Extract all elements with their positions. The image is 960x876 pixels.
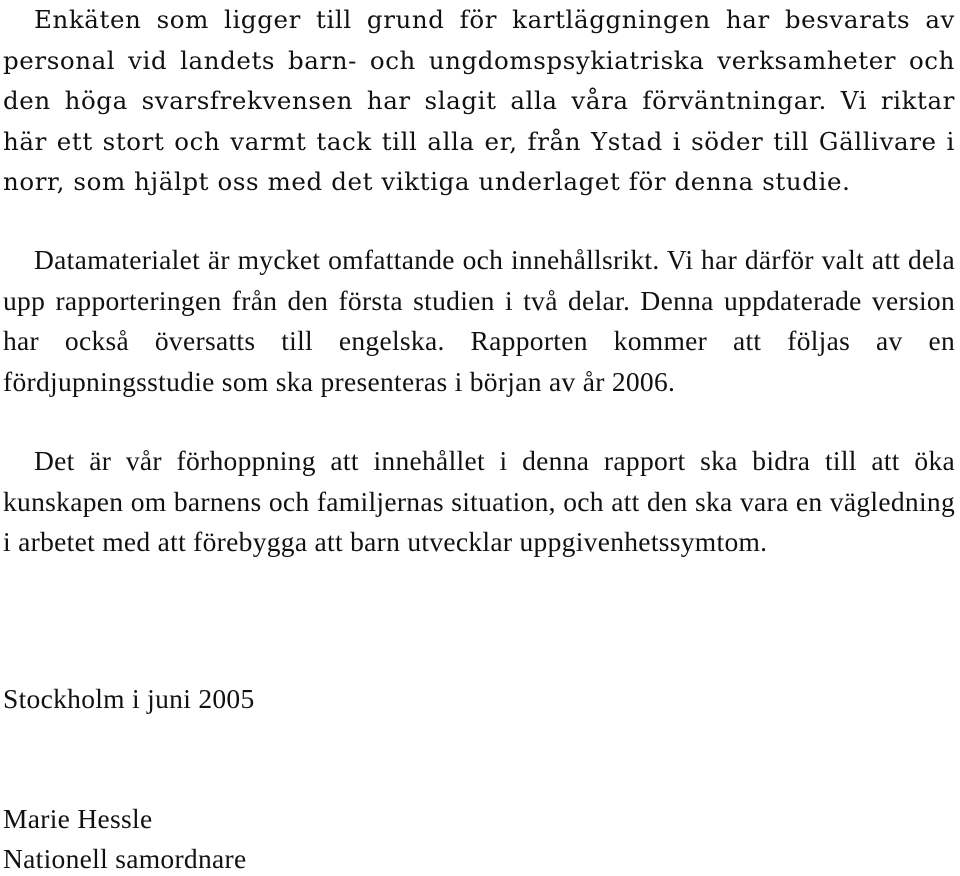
signature-name: Marie Hessle	[3, 803, 153, 834]
signature-title: Nationell samordnare	[3, 843, 247, 874]
purpose-paragraph: Det är vår förhoppning att innehållet i denna rapport ska bidra till att öka kunskapen om barnens och familjernas situation, och att den ska vara en vägledning i arbetet med att förebygga att barn utvecklar uppgivenhetssymtom.	[3, 445, 955, 558]
report-structure-paragraph: Datamaterialet är mycket omfattande och innehållsrikt. Vi har därför valt att dela upp rapporteringen från den första studien i två delar. Denna uppdaterade version har också översatts till engelska. Rapporten kommer att följas av en fördjupningsstudie som ska presenteras i början av år 2006.	[3, 244, 955, 397]
place-date: Stockholm i juni 2005	[3, 683, 255, 714]
intro-paragraph: Enkäten som ligger till grund för kartläggningen har besvarats av personal vid landets barn- och ungdomspsykiatriska verksamheter och den höga svarsfrekvensen har slagit alla våra förväntningar. Vi riktar här ett stort och varmt tack till alla er, från Ystad i söder till Gällivare i norr, som hjälpt oss med det viktiga underlaget för denna studie.	[3, 5, 955, 197]
